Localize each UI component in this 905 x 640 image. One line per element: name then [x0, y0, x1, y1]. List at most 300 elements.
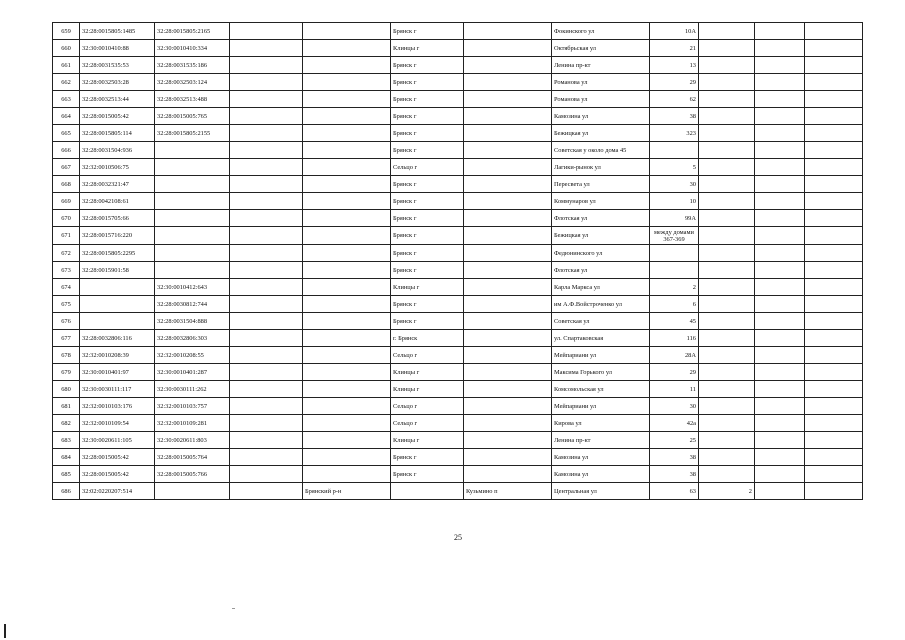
cell-flat [699, 40, 755, 57]
cell-parcel-cadastral-number: 32:28:0031535:53 [80, 57, 155, 74]
cell-extra-2 [805, 466, 863, 483]
cell-row-number: 659 [53, 23, 80, 40]
cell-house: 25 [650, 432, 699, 449]
cell-empty [230, 415, 303, 432]
cell-row-number: 682 [53, 415, 80, 432]
cell-house: 29 [650, 364, 699, 381]
cell-settlement [464, 40, 552, 57]
cell-street: Кирова ул [552, 415, 650, 432]
cell-row-number: 663 [53, 91, 80, 108]
cell-flat [699, 296, 755, 313]
cell-city: г. Брянск [391, 330, 464, 347]
cell-extra-1 [755, 108, 805, 125]
cell-street: Ленина пр-кт [552, 57, 650, 74]
cell-street: Камозина ул [552, 108, 650, 125]
cell-house: 6 [650, 296, 699, 313]
cell-city: Брянск г [391, 142, 464, 159]
cell-extra-2 [805, 347, 863, 364]
cell-extra-1 [755, 23, 805, 40]
cell-building-cadastral-number: 32:28:0015805:2165 [155, 23, 230, 40]
table-row [53, 23, 863, 40]
cell-parcel-cadastral-number: 32:28:0015705:66 [80, 210, 155, 227]
cell-settlement [464, 227, 552, 245]
cell-settlement [464, 142, 552, 159]
cell-extra-1 [755, 57, 805, 74]
cell-extra-2 [805, 245, 863, 262]
cell-city: Брянск г [391, 210, 464, 227]
cell-flat [699, 176, 755, 193]
cell-house: 38 [650, 449, 699, 466]
cell-extra-1 [755, 210, 805, 227]
cell-house: 323 [650, 125, 699, 142]
cell-building-cadastral-number [155, 262, 230, 279]
cell-house: 99А [650, 210, 699, 227]
cell-city: Брянск г [391, 449, 464, 466]
cell-street: Советская у около дома 45 [552, 142, 650, 159]
cell-city: Сельцо г [391, 347, 464, 364]
cell-parcel-cadastral-number: 32:28:0015005:42 [80, 449, 155, 466]
cell-row-number: 674 [53, 279, 80, 296]
table-row [53, 74, 863, 91]
cell-flat [699, 449, 755, 466]
cell-empty [230, 262, 303, 279]
cell-empty [230, 40, 303, 57]
cell-district [303, 347, 391, 364]
cell-flat [699, 108, 755, 125]
cell-street: Камозина ул [552, 449, 650, 466]
cell-building-cadastral-number: 32:28:0015005:766 [155, 466, 230, 483]
cell-extra-2 [805, 483, 863, 500]
cell-city: Брянск г [391, 466, 464, 483]
cell-city: Брянск г [391, 313, 464, 330]
cell-city: Брянск г [391, 57, 464, 74]
cell-extra-1 [755, 245, 805, 262]
cell-city: Брянск г [391, 176, 464, 193]
cell-building-cadastral-number: 32:28:0030812:744 [155, 296, 230, 313]
cell-flat [699, 364, 755, 381]
cell-extra-1 [755, 466, 805, 483]
cell-district [303, 176, 391, 193]
table-row [53, 466, 863, 483]
cell-row-number: 666 [53, 142, 80, 159]
cell-parcel-cadastral-number: 32:28:0032806:116 [80, 330, 155, 347]
cell-building-cadastral-number [155, 193, 230, 210]
cell-district [303, 279, 391, 296]
cell-district [303, 245, 391, 262]
cell-extra-1 [755, 432, 805, 449]
cell-extra-2 [805, 330, 863, 347]
cell-district [303, 330, 391, 347]
cell-district [303, 210, 391, 227]
cell-row-number: 661 [53, 57, 80, 74]
cell-street: Федюнинского ул [552, 245, 650, 262]
cell-building-cadastral-number: 32:28:0031535:186 [155, 57, 230, 74]
cell-extra-2 [805, 40, 863, 57]
cell-empty [230, 466, 303, 483]
cell-district [303, 398, 391, 415]
cell-extra-1 [755, 74, 805, 91]
cell-city: Брянск г [391, 193, 464, 210]
cell-empty [230, 330, 303, 347]
cell-district [303, 313, 391, 330]
cell-row-number: 676 [53, 313, 80, 330]
cell-extra-2 [805, 142, 863, 159]
cell-district [303, 432, 391, 449]
cell-empty [230, 449, 303, 466]
cell-extra-1 [755, 262, 805, 279]
table-row [53, 108, 863, 125]
cell-street: Максима Горького ул [552, 364, 650, 381]
cell-street: Карла Маркса ул [552, 279, 650, 296]
cell-empty [230, 142, 303, 159]
cell-house: 38 [650, 108, 699, 125]
cell-city: Брянск г [391, 91, 464, 108]
cell-flat [699, 330, 755, 347]
table-row [53, 296, 863, 313]
cell-row-number: 673 [53, 262, 80, 279]
cell-settlement [464, 415, 552, 432]
cell-empty [230, 279, 303, 296]
cell-street: Фокинского ул [552, 23, 650, 40]
cell-parcel-cadastral-number: 32:28:0015805:1485 [80, 23, 155, 40]
cell-house: 11 [650, 381, 699, 398]
cell-city: Брянск г [391, 125, 464, 142]
cell-extra-2 [805, 432, 863, 449]
cell-street: Флотская ул [552, 210, 650, 227]
cell-settlement [464, 159, 552, 176]
cell-flat [699, 381, 755, 398]
cell-house [650, 142, 699, 159]
cell-settlement [464, 23, 552, 40]
cell-district [303, 296, 391, 313]
cell-flat [699, 142, 755, 159]
cell-city: Клинцы г [391, 432, 464, 449]
cell-house: 30 [650, 176, 699, 193]
cell-street: Бежицкая ул [552, 125, 650, 142]
cell-district [303, 262, 391, 279]
table-row [53, 330, 863, 347]
cell-street: Центральная ул [552, 483, 650, 500]
table-row [53, 279, 863, 296]
cell-parcel-cadastral-number [80, 296, 155, 313]
cell-building-cadastral-number [155, 245, 230, 262]
cell-extra-2 [805, 210, 863, 227]
cell-extra-2 [805, 108, 863, 125]
cell-row-number: 667 [53, 159, 80, 176]
cell-flat [699, 415, 755, 432]
cell-flat [699, 227, 755, 245]
cell-extra-1 [755, 296, 805, 313]
cell-row-number: 686 [53, 483, 80, 500]
cell-building-cadastral-number: 32:28:0015005:765 [155, 108, 230, 125]
cell-settlement: Кузьмино п [464, 483, 552, 500]
cell-parcel-cadastral-number: 32:28:0032513:44 [80, 91, 155, 108]
table-row [53, 245, 863, 262]
cell-extra-1 [755, 347, 805, 364]
cell-district [303, 381, 391, 398]
cell-city: Клинцы г [391, 364, 464, 381]
cell-city: Клинцы г [391, 40, 464, 57]
cell-city: Брянск г [391, 23, 464, 40]
cell-street: Лагики-рынок ул [552, 159, 650, 176]
cell-city: Брянск г [391, 227, 464, 245]
cell-street: Мейпариани ул [552, 347, 650, 364]
scan-artifact [232, 608, 235, 609]
cell-row-number: 660 [53, 40, 80, 57]
cell-city: Сельцо г [391, 159, 464, 176]
cell-street: Ленина пр-кт [552, 432, 650, 449]
table-row [53, 227, 863, 245]
cell-extra-1 [755, 193, 805, 210]
cell-flat [699, 262, 755, 279]
cell-empty [230, 347, 303, 364]
cell-empty [230, 23, 303, 40]
cell-empty [230, 364, 303, 381]
cell-settlement [464, 193, 552, 210]
cell-settlement [464, 398, 552, 415]
cell-parcel-cadastral-number: 32:32:0010109:54 [80, 415, 155, 432]
cell-flat [699, 193, 755, 210]
cell-flat [699, 159, 755, 176]
cell-row-number: 672 [53, 245, 80, 262]
cell-city: Брянск г [391, 262, 464, 279]
table-row [53, 40, 863, 57]
cell-extra-1 [755, 142, 805, 159]
cell-settlement [464, 176, 552, 193]
cell-house: 2 [650, 279, 699, 296]
registry-sheet [52, 22, 863, 500]
cell-row-number: 677 [53, 330, 80, 347]
cell-house: 45 [650, 313, 699, 330]
cell-settlement [464, 432, 552, 449]
cell-row-number: 680 [53, 381, 80, 398]
cell-row-number: 664 [53, 108, 80, 125]
cell-street: Комсомольская ул [552, 381, 650, 398]
cell-building-cadastral-number [155, 159, 230, 176]
cell-flat [699, 279, 755, 296]
cell-district [303, 57, 391, 74]
table-row [53, 142, 863, 159]
cell-street: Романова ул [552, 74, 650, 91]
cell-extra-1 [755, 415, 805, 432]
cell-extra-1 [755, 449, 805, 466]
cell-building-cadastral-number [155, 210, 230, 227]
table-row [53, 91, 863, 108]
cell-empty [230, 432, 303, 449]
cell-parcel-cadastral-number: 32:02:0220207:514 [80, 483, 155, 500]
cell-settlement [464, 91, 552, 108]
table-row [53, 176, 863, 193]
cell-house: 10А [650, 23, 699, 40]
cell-parcel-cadastral-number: 32:30:0020611:105 [80, 432, 155, 449]
cell-flat [699, 347, 755, 364]
cell-empty [230, 313, 303, 330]
cell-parcel-cadastral-number: 32:28:0032503:28 [80, 74, 155, 91]
cell-empty [230, 159, 303, 176]
table-row [53, 415, 863, 432]
cell-row-number: 675 [53, 296, 80, 313]
margin-mark [4, 624, 6, 638]
cell-row-number: 670 [53, 210, 80, 227]
cell-building-cadastral-number [155, 227, 230, 245]
cell-street: Пересвета ул [552, 176, 650, 193]
cell-row-number: 668 [53, 176, 80, 193]
cell-extra-1 [755, 279, 805, 296]
cell-parcel-cadastral-number: 32:32:0010506:75 [80, 159, 155, 176]
cell-city: Брянск г [391, 74, 464, 91]
cell-parcel-cadastral-number: 32:28:0032321:47 [80, 176, 155, 193]
cell-empty [230, 398, 303, 415]
cell-extra-2 [805, 227, 863, 245]
cell-house [650, 245, 699, 262]
cell-flat [699, 23, 755, 40]
cell-row-number: 671 [53, 227, 80, 245]
cell-house: 62 [650, 91, 699, 108]
cell-empty [230, 227, 303, 245]
cell-settlement [464, 330, 552, 347]
cell-house: 42а [650, 415, 699, 432]
cell-parcel-cadastral-number: 32:28:0015005:42 [80, 466, 155, 483]
cell-empty [230, 193, 303, 210]
table-row [53, 313, 863, 330]
cell-city: Клинцы г [391, 279, 464, 296]
cell-settlement [464, 381, 552, 398]
cell-house: 13 [650, 57, 699, 74]
cell-building-cadastral-number: 32:30:0010410:334 [155, 40, 230, 57]
cell-flat [699, 313, 755, 330]
table-row [53, 262, 863, 279]
cell-parcel-cadastral-number: 32:32:0010208:39 [80, 347, 155, 364]
cell-building-cadastral-number: 32:30:0030111:262 [155, 381, 230, 398]
cell-extra-2 [805, 262, 863, 279]
cell-empty [230, 483, 303, 500]
cell-extra-2 [805, 313, 863, 330]
cell-house: 10 [650, 193, 699, 210]
cell-district [303, 466, 391, 483]
cell-district [303, 449, 391, 466]
table-row [53, 125, 863, 142]
table-row [53, 347, 863, 364]
cell-parcel-cadastral-number: 32:28:0015805:2295 [80, 245, 155, 262]
cell-extra-1 [755, 330, 805, 347]
cell-building-cadastral-number: 32:28:0032513:488 [155, 91, 230, 108]
cell-extra-2 [805, 57, 863, 74]
cell-house: 28А [650, 347, 699, 364]
cell-row-number: 669 [53, 193, 80, 210]
cell-parcel-cadastral-number [80, 279, 155, 296]
cell-extra-1 [755, 381, 805, 398]
cell-settlement [464, 125, 552, 142]
cell-district [303, 74, 391, 91]
cell-street: Романова ул [552, 91, 650, 108]
cell-flat: 2 [699, 483, 755, 500]
cell-street: Советская ул [552, 313, 650, 330]
cell-extra-1 [755, 125, 805, 142]
table-row [53, 57, 863, 74]
cell-settlement [464, 57, 552, 74]
cell-settlement [464, 210, 552, 227]
cell-building-cadastral-number: 32:32:0010109:281 [155, 415, 230, 432]
cell-city [391, 483, 464, 500]
cell-empty [230, 74, 303, 91]
cell-extra-2 [805, 398, 863, 415]
cell-district [303, 40, 391, 57]
table-row [53, 159, 863, 176]
cell-building-cadastral-number: 32:28:0015005:764 [155, 449, 230, 466]
cell-house: 116 [650, 330, 699, 347]
cell-extra-2 [805, 23, 863, 40]
cell-district: Брянский р-н [303, 483, 391, 500]
cell-parcel-cadastral-number: 32:30:0030111:117 [80, 381, 155, 398]
cell-city: Брянск г [391, 296, 464, 313]
cell-extra-2 [805, 74, 863, 91]
cell-district [303, 142, 391, 159]
cell-street: Октябрьская ул [552, 40, 650, 57]
cell-building-cadastral-number [155, 176, 230, 193]
cell-flat [699, 210, 755, 227]
cell-flat [699, 74, 755, 91]
cell-extra-1 [755, 91, 805, 108]
cell-row-number: 662 [53, 74, 80, 91]
cell-district [303, 91, 391, 108]
cell-flat [699, 125, 755, 142]
cell-parcel-cadastral-number: 32:28:0031504:936 [80, 142, 155, 159]
cell-empty [230, 296, 303, 313]
cell-empty [230, 210, 303, 227]
cell-street: Камозина ул [552, 466, 650, 483]
cell-city: Сельцо г [391, 415, 464, 432]
cell-flat [699, 245, 755, 262]
cell-district [303, 415, 391, 432]
table-row [53, 381, 863, 398]
cell-parcel-cadastral-number: 32:28:0015716:220 [80, 227, 155, 245]
cell-settlement [464, 347, 552, 364]
cell-street: ул. Спартаковская [552, 330, 650, 347]
cell-house: 30 [650, 398, 699, 415]
cell-extra-2 [805, 91, 863, 108]
cell-parcel-cadastral-number: 32:32:0010103:176 [80, 398, 155, 415]
cell-empty [230, 125, 303, 142]
cell-extra-2 [805, 381, 863, 398]
cell-extra-1 [755, 364, 805, 381]
cell-flat [699, 398, 755, 415]
cell-district [303, 159, 391, 176]
cell-house: 5 [650, 159, 699, 176]
cell-building-cadastral-number: 32:30:0020611:803 [155, 432, 230, 449]
cell-settlement [464, 364, 552, 381]
cell-street: Коммунаров ул [552, 193, 650, 210]
cell-extra-1 [755, 483, 805, 500]
cell-house [650, 262, 699, 279]
cell-extra-2 [805, 125, 863, 142]
cell-city: Клинцы г [391, 381, 464, 398]
cell-city: Брянск г [391, 245, 464, 262]
cell-district [303, 108, 391, 125]
cell-building-cadastral-number [155, 483, 230, 500]
cell-building-cadastral-number: 32:30:0010401:287 [155, 364, 230, 381]
cell-extra-1 [755, 227, 805, 245]
table-row [53, 193, 863, 210]
table-row [53, 210, 863, 227]
cell-flat [699, 466, 755, 483]
cell-parcel-cadastral-number [80, 313, 155, 330]
cell-row-number: 684 [53, 449, 80, 466]
cell-street: Бежицкая ул [552, 227, 650, 245]
cell-settlement [464, 108, 552, 125]
cell-building-cadastral-number: 32:28:0032806:303 [155, 330, 230, 347]
cell-house: 21 [650, 40, 699, 57]
cell-flat [699, 57, 755, 74]
